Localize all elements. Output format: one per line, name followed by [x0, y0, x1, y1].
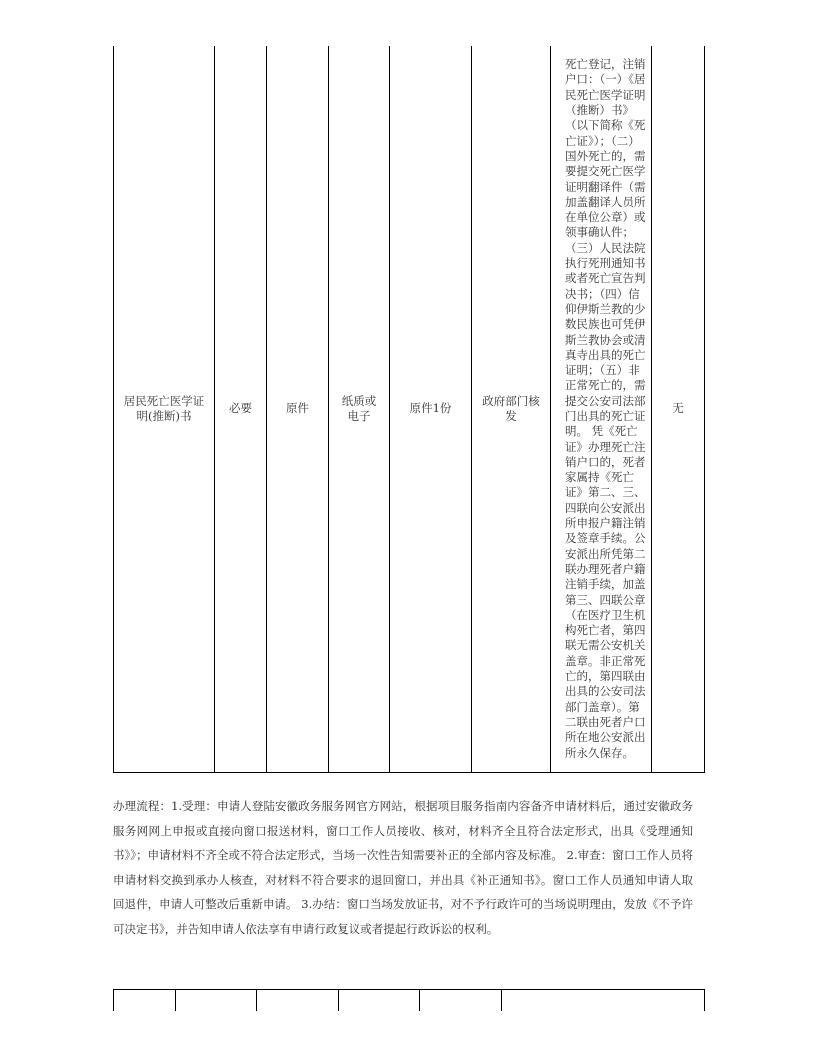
materials-table [113, 46, 705, 773]
format-cell: 纸质或电子 [329, 46, 390, 773]
table-cell [339, 990, 420, 1012]
required-cell: 必要 [215, 46, 267, 773]
table-row [114, 990, 705, 1012]
next-table-header [113, 989, 705, 1011]
table-row [114, 46, 705, 773]
material-name-cell: 居民死亡医学证明(推断)书 [114, 46, 215, 773]
table-cell [114, 990, 176, 1012]
fee-cell: 无 [652, 46, 705, 773]
copies-cell: 原件1份 [390, 46, 472, 773]
notes-cell: 死亡登记，注销户口：（一）《居民死亡医学证明（推断）书》（以下简称《死亡证》）；（二）国外死亡的，需要提交死亡医学证明翻译件（需加盖翻译人员所在单位公章）或领事确认件；（三）人民法院执行死刑通知书或者死亡宣告判决书；（四）信仰伊斯兰教的少数民族也可凭伊斯兰教协会或清真寺出具的死亡证明；（五）非正常死亡的，需提交公安司法部门出具的死亡证明。 凭《死亡证》办理死亡注销户口的，死者家属持《死亡证》第二、三、四联向公安派出所申报户籍注销及签章手续。公安派出所凭第二联办理死者户籍注销手续，加盖第三、四联公章（在医疗卫生机构死亡者，第四联无需公安机关盖章。非正常死亡的，第四联由出具的公安司法部门盖章）。第二联由死者户口所在地公安派出所永久保存。 [551, 46, 652, 773]
table-cell [420, 990, 502, 1012]
material-type-cell: 原件 [267, 46, 329, 773]
source-cell: 政府部门核发 [472, 46, 551, 773]
table-cell [257, 990, 339, 1012]
process-description: 办理流程：1.受理：申请人登陆安徽政务服务网官方网站，根据项目服务指南内容备齐申请材料后，通过安徽政务服务网网上申报或直接向窗口报送材料，窗口工作人员接收、核对，材料齐全且符合法定形式，出具《受理通知书》》；申请材料不齐全或不符合法定形式，当场一次性告知需要补正的全部内容及标准。 2.审查：窗口工作人员将申请材料交换到承办人核查，对材料不符合要求的退回窗口，并出具《补正通知书》。窗口工作人员通知申请人取回退件，申请人可整改后重新申请。 3.办结：窗口当场发放证书，对不予行政许可的当场说明理由，发放《不予许可决定书》，并告知申请人依法享有申请行政复议或者提起行政诉讼的权利。 [113, 799, 693, 936]
table-cell [502, 990, 705, 1012]
table-cell [176, 990, 257, 1012]
